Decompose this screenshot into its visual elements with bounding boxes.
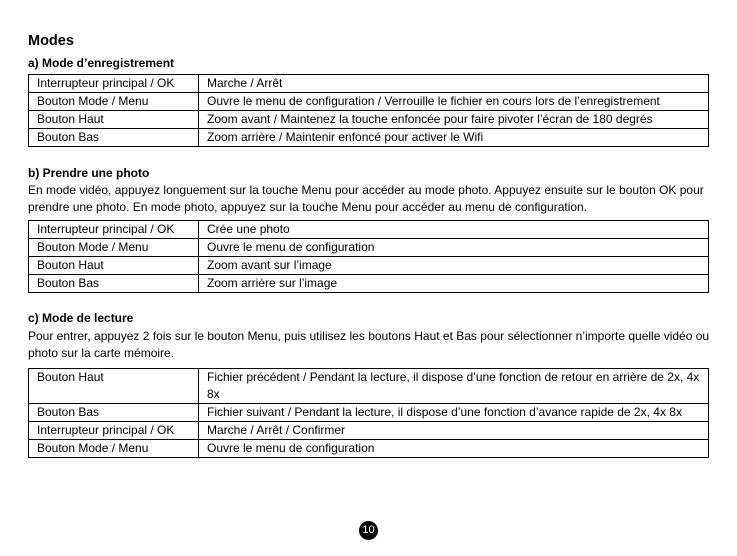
button-cell: Bouton Bas (29, 404, 199, 422)
action-cell: Zoom avant / Maintenez la touche enfoncée pour faire pivoter l’écran de 180 degrés (199, 111, 709, 129)
table-row (29, 93, 709, 111)
section-b-heading: b) Prendre une photo (28, 166, 150, 180)
action-cell: Zoom avant sur l’image (199, 257, 709, 275)
button-cell: Bouton Haut (29, 369, 199, 404)
button-cell: Interrupteur principal / OK (29, 221, 199, 239)
table-row (29, 440, 709, 458)
button-cell: Bouton Bas (29, 275, 199, 293)
button-cell: Bouton Bas (29, 129, 199, 147)
action-cell: Ouvre le menu de configuration / Verrouille le fichier en cours lors de l’enregistrement (199, 93, 709, 111)
table-row (29, 422, 709, 440)
table-row (29, 257, 709, 275)
action-cell: Fichier précédent / Pendant la lecture, il dispose d’une fonction de retour en arrière de 2x, 4x 8x (199, 369, 709, 404)
action-cell: Marche / Arrêt (199, 75, 709, 93)
button-cell: Interrupteur principal / OK (29, 75, 199, 93)
table-row (29, 404, 709, 422)
button-cell: Bouton Haut (29, 257, 199, 275)
table-row (29, 239, 709, 257)
table-row (29, 221, 709, 239)
button-cell: Bouton Haut (29, 111, 199, 129)
table-row (29, 369, 709, 404)
playback-mode-table (28, 368, 709, 458)
button-cell: Bouton Mode / Menu (29, 239, 199, 257)
button-cell: Interrupteur principal / OK (29, 422, 199, 440)
recording-mode-table (28, 74, 709, 147)
table-row (29, 129, 709, 147)
section-c-heading: c) Mode de lecture (28, 311, 134, 325)
button-cell: Bouton Mode / Menu (29, 93, 199, 111)
table-row (29, 75, 709, 93)
action-cell: Ouvre le menu de configuration (199, 239, 709, 257)
action-cell: Ouvre le menu de configuration (199, 440, 709, 458)
button-cell: Bouton Mode / Menu (29, 440, 199, 458)
photo-mode-table (28, 220, 709, 293)
action-cell: Fichier suivant / Pendant la lecture, il dispose d’une fonction d’avance rapide de 2x, 4x 8x (199, 404, 709, 422)
page-title: Modes (28, 33, 74, 49)
page-number: 10 (359, 521, 378, 540)
action-cell: Zoom arrière sur l’image (199, 275, 709, 293)
table-row (29, 111, 709, 129)
section-c-paragraph: Pour entrer, appuyez 2 fois sur le bouton Menu, puis utilisez les boutons Haut et Bas pour sélectionner n’importe quelle vidéo ou photo sur la carte mémoire. (28, 329, 710, 360)
section-b-paragraph: En mode vidéo, appuyez longuement sur la touche Menu pour accéder au mode photo. Appuyez ensuite sur le bouton OK pour prendre une photo. En mode photo, appuyez sur la touche Menu pour accéder au menu de configuration. (28, 183, 704, 214)
section-a-heading: a) Mode d’enregistrement (28, 56, 175, 70)
action-cell: Marche / Arrêt / Confirmer (199, 422, 709, 440)
table-row (29, 275, 709, 293)
action-cell: Zoom arrière / Maintenir enfoncé pour activer le Wifi (199, 129, 709, 147)
action-cell: Crée une photo (199, 221, 709, 239)
